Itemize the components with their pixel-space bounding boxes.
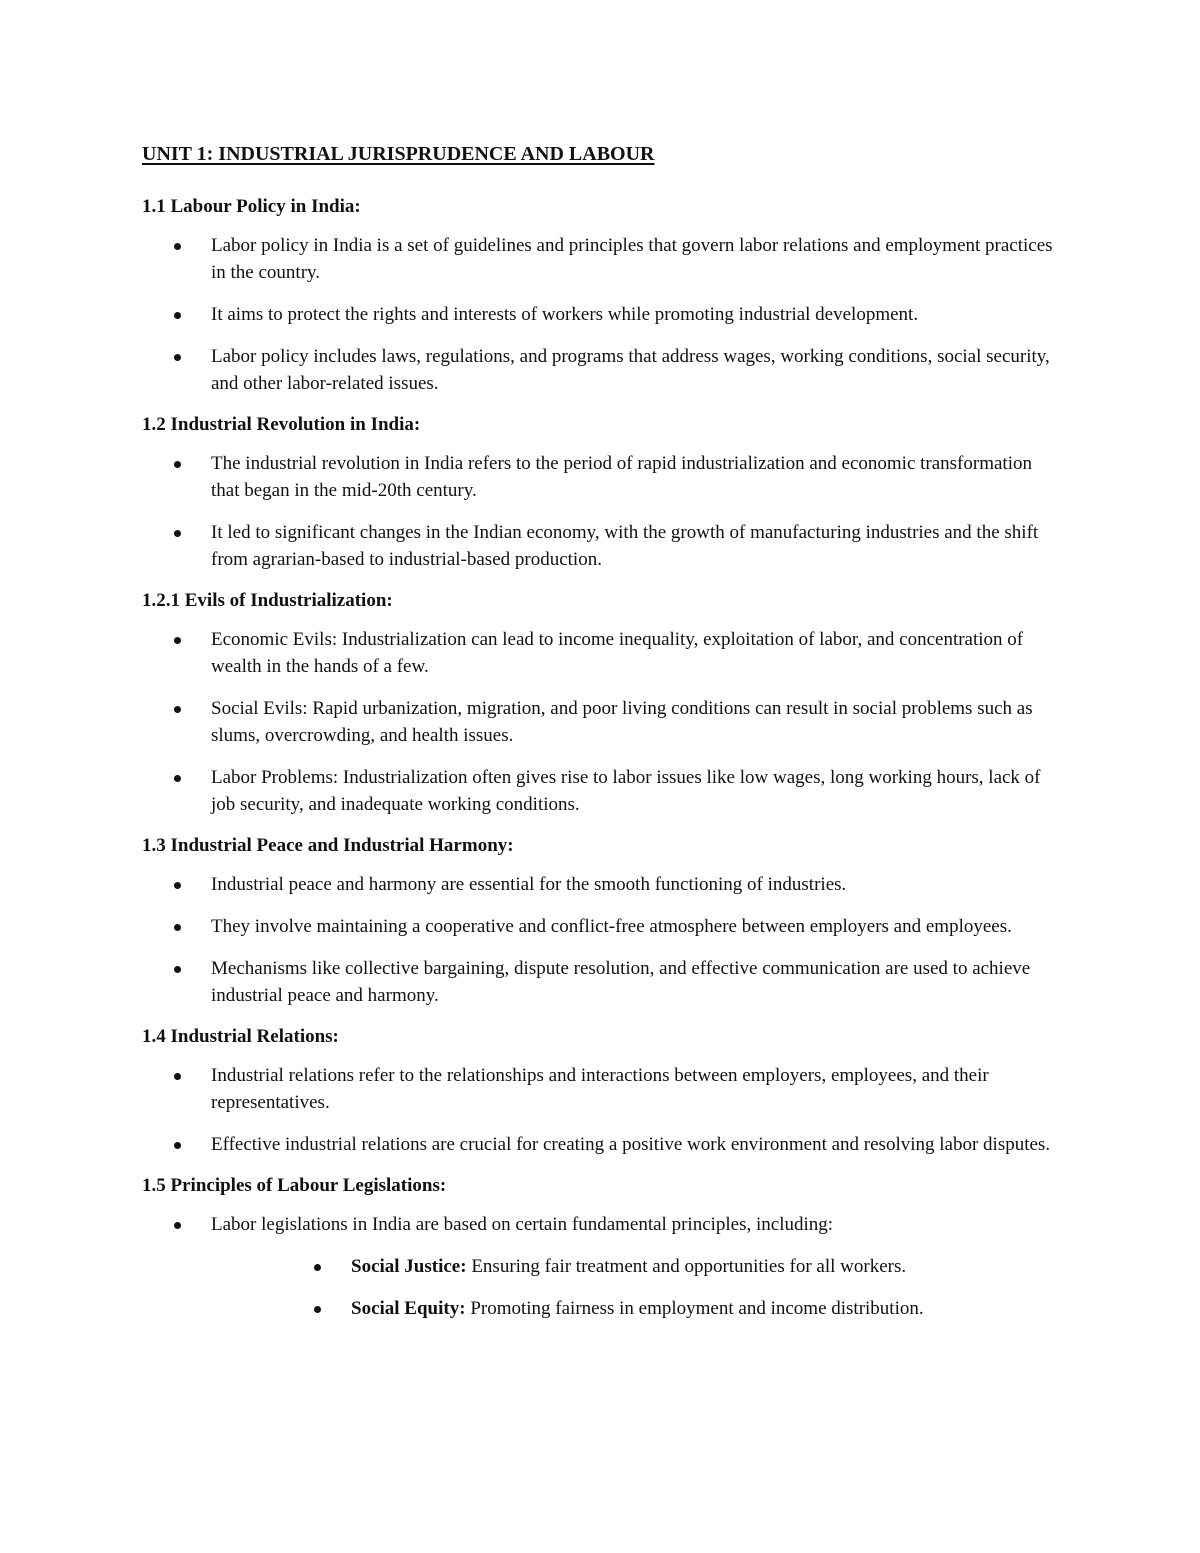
list-item	[142, 871, 1062, 898]
section-1-2-list	[142, 450, 1062, 573]
bullet-icon	[174, 354, 181, 361]
bullet-icon	[174, 312, 181, 319]
bullet-icon	[314, 1306, 321, 1313]
section-1-3-list	[142, 871, 1062, 1009]
bullet-icon	[174, 461, 181, 468]
section-heading-1-1: 1.1 Labour Policy in India:	[142, 196, 361, 217]
principle-text: Ensuring fair treatment and opportunities for all workers.	[466, 1256, 907, 1277]
list-item-text: Effective industrial relations are crucial for creating a positive work environment and resolving labor disputes.	[211, 1134, 1051, 1155]
list-item-text: Labor policy in India is a set of guidelines and principles that govern labor relations and employment practices in the country.	[211, 235, 1053, 283]
section-heading-1-4: 1.4 Industrial Relations:	[142, 1026, 339, 1047]
list-item	[142, 1062, 1062, 1116]
principle-text: Promoting fairness in employment and income distribution.	[465, 1298, 924, 1319]
bullet-icon	[174, 530, 181, 537]
bullet-icon	[174, 706, 181, 713]
list-item	[142, 1131, 1062, 1158]
section-heading-1-2-1: 1.2.1 Evils of Industrialization:	[142, 590, 393, 611]
list-item-text: Labor Problems: Industrialization often gives rise to labor issues like low wages, long working hours, lack of job security, and inadequate working conditions.	[211, 767, 1041, 815]
bullet-icon	[174, 243, 181, 250]
bullet-icon	[314, 1264, 321, 1271]
section-1-4-list	[142, 1062, 1062, 1158]
list-item-text: It led to significant changes in the Indian economy, with the growth of manufacturing industries and the shift from agrarian-based to industrial-based production.	[211, 522, 1039, 570]
list-item-text: They involve maintaining a cooperative and conflict-free atmosphere between employers and employees.	[211, 916, 1012, 937]
list-item-text: The industrial revolution in India refers to the period of rapid industrialization and economic transformation that began in the mid-20th century.	[211, 453, 1032, 501]
section-heading-1-5: 1.5 Principles of Labour Legislations:	[142, 1175, 447, 1196]
unit-title: UNIT 1: INDUSTRIAL JURISPRUDENCE AND LABOUR	[142, 143, 655, 165]
bullet-icon	[174, 775, 181, 782]
section-1-2-1-list	[142, 626, 1062, 818]
list-item	[142, 626, 1062, 680]
section-1-5-list	[142, 1211, 1062, 1322]
principles-sublist	[211, 1253, 1062, 1322]
list-item	[142, 764, 1062, 818]
bullet-icon	[174, 966, 181, 973]
list-item-text: Industrial peace and harmony are essential for the smooth functioning of industries.	[211, 874, 847, 895]
bullet-icon	[174, 1142, 181, 1149]
list-item	[142, 232, 1062, 286]
list-item	[142, 695, 1062, 749]
list-item	[142, 450, 1062, 504]
list-item	[142, 1211, 1062, 1322]
bullet-icon	[174, 1222, 181, 1229]
list-item	[142, 519, 1062, 573]
list-item	[142, 343, 1062, 397]
bullet-icon	[174, 924, 181, 931]
bullet-icon	[174, 882, 181, 889]
bullet-icon	[174, 1073, 181, 1080]
section-1-1-list	[142, 232, 1062, 397]
section-heading-1-3: 1.3 Industrial Peace and Industrial Harmony:	[142, 835, 514, 856]
principle-term: Social Equity:	[351, 1298, 466, 1319]
list-item-text: Industrial relations refer to the relationships and interactions between employers, employees, and their representatives.	[211, 1065, 989, 1113]
bullet-icon	[174, 637, 181, 644]
sub-list-item	[211, 1295, 1062, 1322]
section-heading-1-2: 1.2 Industrial Revolution in India:	[142, 414, 421, 435]
list-item-text: Labor policy includes laws, regulations, and programs that address wages, working conditions, social security, and other labor-related issues.	[211, 346, 1050, 394]
list-item	[142, 955, 1062, 1009]
list-item-text: Economic Evils: Industrialization can lead to income inequality, exploitation of labor, and concentration of wealth in the hands of a few.	[211, 629, 1024, 677]
principle-term: Social Justice:	[351, 1256, 467, 1277]
list-item-text: Social Evils: Rapid urbanization, migration, and poor living conditions can result in social problems such as slums, overcrowding, and health issues.	[211, 698, 1033, 746]
list-item-text: Mechanisms like collective bargaining, dispute resolution, and effective communication are used to achieve industrial peace and harmony.	[211, 958, 1031, 1006]
list-item	[142, 301, 1062, 328]
document-page	[142, 140, 1062, 1337]
list-item-text: It aims to protect the rights and interests of workers while promoting industrial development.	[211, 304, 919, 325]
list-item	[142, 913, 1062, 940]
sub-list-item	[211, 1253, 1062, 1280]
list-item-text: Labor legislations in India are based on certain fundamental principles, including:	[211, 1214, 834, 1235]
